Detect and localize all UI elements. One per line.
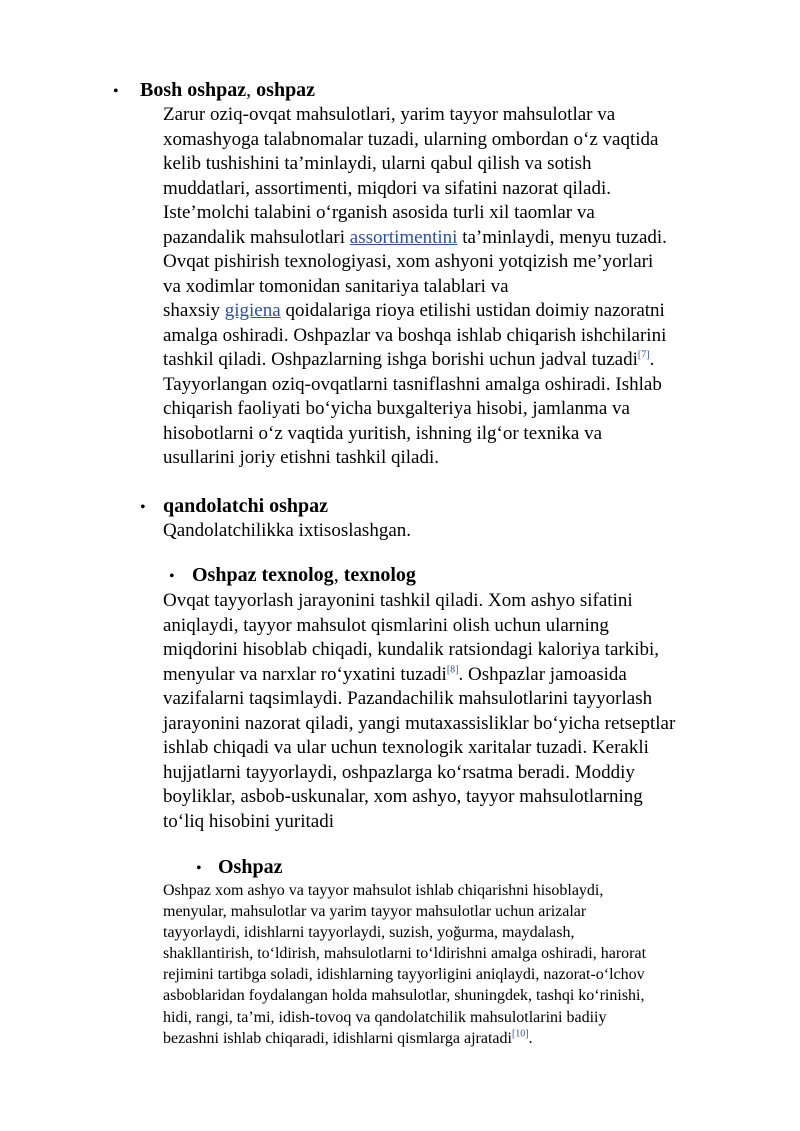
link-gigiena[interactable]: gigiena: [224, 300, 281, 321]
footnote-ref-8[interactable]: [8]: [446, 664, 459, 676]
entry-title: [192, 563, 416, 587]
entry-title: qandolatchi oshpaz: [163, 495, 329, 517]
title-primary: Oshpaz texnolog: [192, 564, 334, 586]
title-separator: ,: [246, 79, 257, 101]
bullet-icon: •: [140, 499, 146, 516]
title-secondary: texnolog: [343, 564, 416, 586]
bullet-icon: •: [169, 568, 175, 585]
entry-description: Ovqat tayyorlash jarayonini tashkil qiladi. Xom ashyo sifatini aniqlaydi, tayyor mahsulot qismlarini olish uchun ularning miqdorini hisoblab chiqadi, kundalik ratsiondagi kaloriya tarkibi, menyular va narxlar roʻyxatini tuzadi[8]. Oshpazlar jamoasida vazifalarni taqsimlaydi. Pazandachilik mahsulotlarini tayyorlash jarayonini nazorat qiladi, yangi mutaxassisliklar boʻyicha retseptlar ishlab chiqadi va ular uchun texnologik xaritalar tuzadi. Kerakli hujjatlarni tayyorlaydi, oshpazlarga koʻrsatma beradi. Moddiy boyliklar, asbob-uskunalar, xom ashyo, tayyor mahsulotlarning toʻliq hisobini yuritadi: [163, 590, 676, 832]
entry-title: Oshpaz: [218, 856, 283, 878]
entry-title: [140, 78, 315, 102]
entry-description: Oshpaz xom ashyo va tayyor mahsulot ishlab chiqarishni hisoblaydi, menyular, mahsulotlar va yarim tayyor mahsulotlar uchun arizalar tayyorlaydi, idishlarni tayyorlaydi, suzish, yoğurma, maydalash, shakllantirish, toʻldirish, mahsulotlarni toʻldirishni amalga oshiradi, harorat rejimini tartibga soladi, idishlarning tayyorligini aniqlaydi, nazorat-oʻlchov asboblaridan foydalangan holda mahsulotlar, shuningdek, tashqi koʻrinishi, hidi, rangi, taʼmi, idish-tovoq va qandolatchilik mahsulotlarini badiiy bezashni ishlab chiqaradi, idishlarni qismlarga ajratadi[10].: [163, 882, 647, 1047]
entry-description: Zarur oziq-ovqat mahsulotlari, yarim tayyor mahsulotlar va xomashyoga talabnomalar tuzadi, ularning ombordan oʻz vaqtida kelib tushishini taʼminlaydi, ularni qabul qilish va sotish muddatlari, assortimenti, miqdori va sifatini nazorat qiladi. Isteʼmolchi talabini oʻrganish asosida turli xil taomlar va pazandalik mahsulotlari assortimentini taʼminlaydi, menyu tuzadi. Ovqat pishirish texnologiyasi, xom ashyoni yotqizish meʼyorlari va xodimlar tomonidan sanitariya talablari va shaxsiy gigiena qoidalariga rioya etilishi ustidan doimiy nazoratni amalga oshiradi. Oshpazlar va boshqa ishlab chiqarish ishchilarini tashkil qiladi. Oshpazlarning ishga borishi uchun jadval tuzadi[7]. Tayyorlangan oziq-ovqatlarni tasniflashni amalga oshiradi. Ishlab chiqarish faoliyati boʻyicha buxgalteriya hisobi, jamlanma va hisobotlarni oʻz vaqtida yuritish, ishning ilgʻor texnika va usullarini joriy etishni tashkil qiladi.: [163, 104, 667, 468]
title-separator: ,: [333, 564, 344, 586]
bullet-icon: •: [113, 83, 119, 100]
entry-description: Qandolatchilikka ixtisoslashgan.: [163, 520, 412, 541]
footnote-ref-7[interactable]: [7]: [637, 349, 650, 361]
title-secondary: oshpaz: [256, 79, 316, 101]
bullet-icon: •: [196, 860, 202, 877]
link-assortimentini[interactable]: assortimentini: [349, 226, 458, 248]
title-primary: Bosh oshpaz: [140, 79, 247, 101]
footnote-ref-10[interactable]: [10]: [511, 1028, 529, 1040]
